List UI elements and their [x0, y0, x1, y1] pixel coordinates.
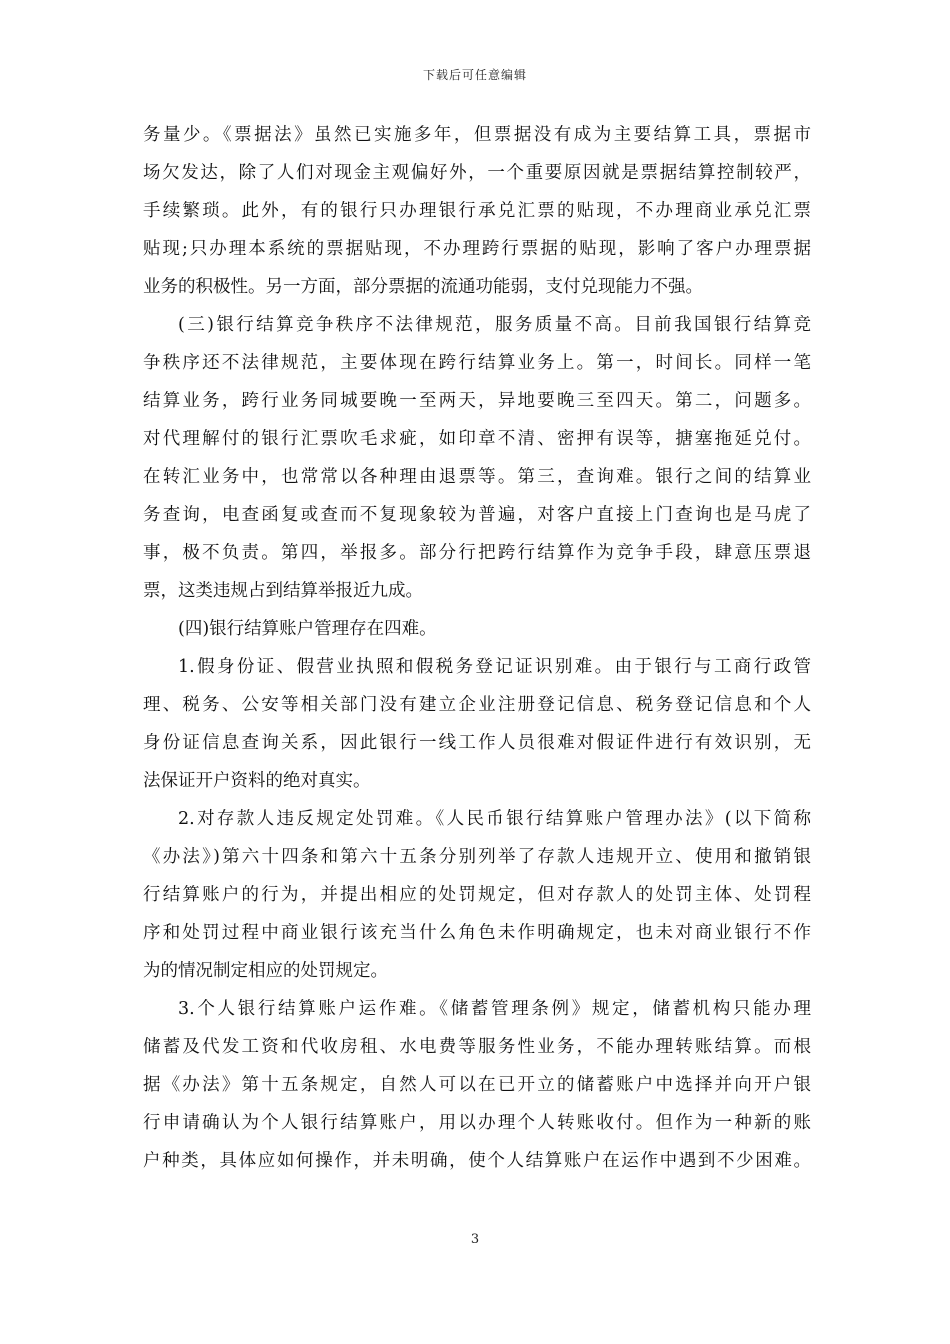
text-line: 业务的积极性。另一方面，部分票据的流通功能弱，支付兑现能力不强。 [143, 277, 703, 297]
text-line: 3.个人银行结算账户运作难。《储蓄管理条例》规定，储蓄机构只能办理 [178, 999, 811, 1019]
text-line: (三)银行结算竞争秩序不法律规范，服务质量不高。目前我国银行结算竞 [178, 315, 811, 335]
text-line: 储蓄及代发工资和代收房租、水电费等服务性业务，不能办理转账结算。而根 [143, 1037, 811, 1057]
text-line: 结算业务，跨行业务同城要晚一至两天，异地要晚三至四天。第二，问题多。 [143, 391, 811, 411]
text-line: 据《办法》第十五条规定，自然人可以在已开立的储蓄账户中选择并向开户银 [143, 1075, 811, 1095]
text-line: 1.假身份证、假营业执照和假税务登记证识别难。由于银行与工商行政管 [178, 657, 811, 677]
text-line: 2.对存款人违反规定处罚难。《人民币银行结算账户管理办法》(以下简称 [178, 809, 811, 829]
paragraph [143, 800, 811, 990]
paragraph [143, 306, 811, 610]
section-heading: (四)银行结算账户管理存在四难。 [178, 619, 437, 639]
text-line: 手续繁琐。此外，有的银行只办理银行承兑汇票的贴现，不办理商业承兑汇票 [143, 201, 811, 221]
text-line: 务量少。《票据法》虽然已实施多年，但票据没有成为主要结算工具，票据市 [143, 125, 811, 145]
text-line: 对代理解付的银行汇票吹毛求疵，如印章不清、密押有误等，搪塞拖延兑付。 [143, 429, 811, 449]
text-line: 务查询，电查函复或查而不复现象较为普遍，对客户直接上门查询也是马虎了 [143, 505, 811, 525]
text-line: 户种类，具体应如何操作，并未明确，使个人结算账户在运作中遇到不少困难。 [143, 1151, 811, 1171]
document-body [143, 116, 811, 1180]
text-line: 理、税务、公安等相关部门没有建立企业注册登记信息、税务登记信息和个人 [143, 695, 811, 715]
text-line: 争秩序还不法律规范，主要体现在跨行结算业务上。第一，时间长。同样一笔 [143, 353, 811, 373]
paragraph [143, 990, 811, 1180]
text-line: 在转汇业务中，也常常以各种理由退票等。第三，查询难。银行之间的结算业 [143, 467, 811, 487]
text-line: 序和处罚过程中商业银行该充当什么角色未作明确规定，也未对商业银行不作 [143, 923, 811, 943]
page-header: 下载后可任意编辑 [422, 68, 527, 82]
text-line: 贴现;只办理本系统的票据贴现，不办理跨行票据的贴现，影响了客户办理票据 [143, 239, 811, 259]
text-line: 事，极不负责。第四，举报多。部分行把跨行结算作为竞争手段，肆意压票退 [143, 543, 811, 563]
text-line: 法保证开户资料的绝对真实。 [143, 771, 371, 791]
paragraph [143, 648, 811, 800]
text-line: 票，这类违规占到结算举报近九成。 [143, 581, 423, 601]
page-number: 3 [470, 1232, 480, 1247]
text-line: 《办法》)第六十四条和第六十五条分别列举了存款人违规开立、使用和撤销银 [143, 847, 811, 867]
text-line: 场欠发达，除了人们对现金主观偏好外，一个重要原因就是票据结算控制较严， [143, 163, 811, 183]
paragraph [143, 116, 811, 306]
text-line: 为的情况制定相应的处罚规定。 [143, 961, 388, 981]
text-line: 行申请确认为个人银行结算账户，用以办理个人转账收付。但作为一种新的账 [143, 1113, 811, 1133]
paragraph [143, 610, 811, 648]
text-line: 行结算账户的行为，并提出相应的处罚规定，但对存款人的处罚主体、处罚程 [143, 885, 811, 905]
text-line: 身份证信息查询关系，因此银行一线工作人员很难对假证件进行有效识别，无 [143, 733, 811, 753]
